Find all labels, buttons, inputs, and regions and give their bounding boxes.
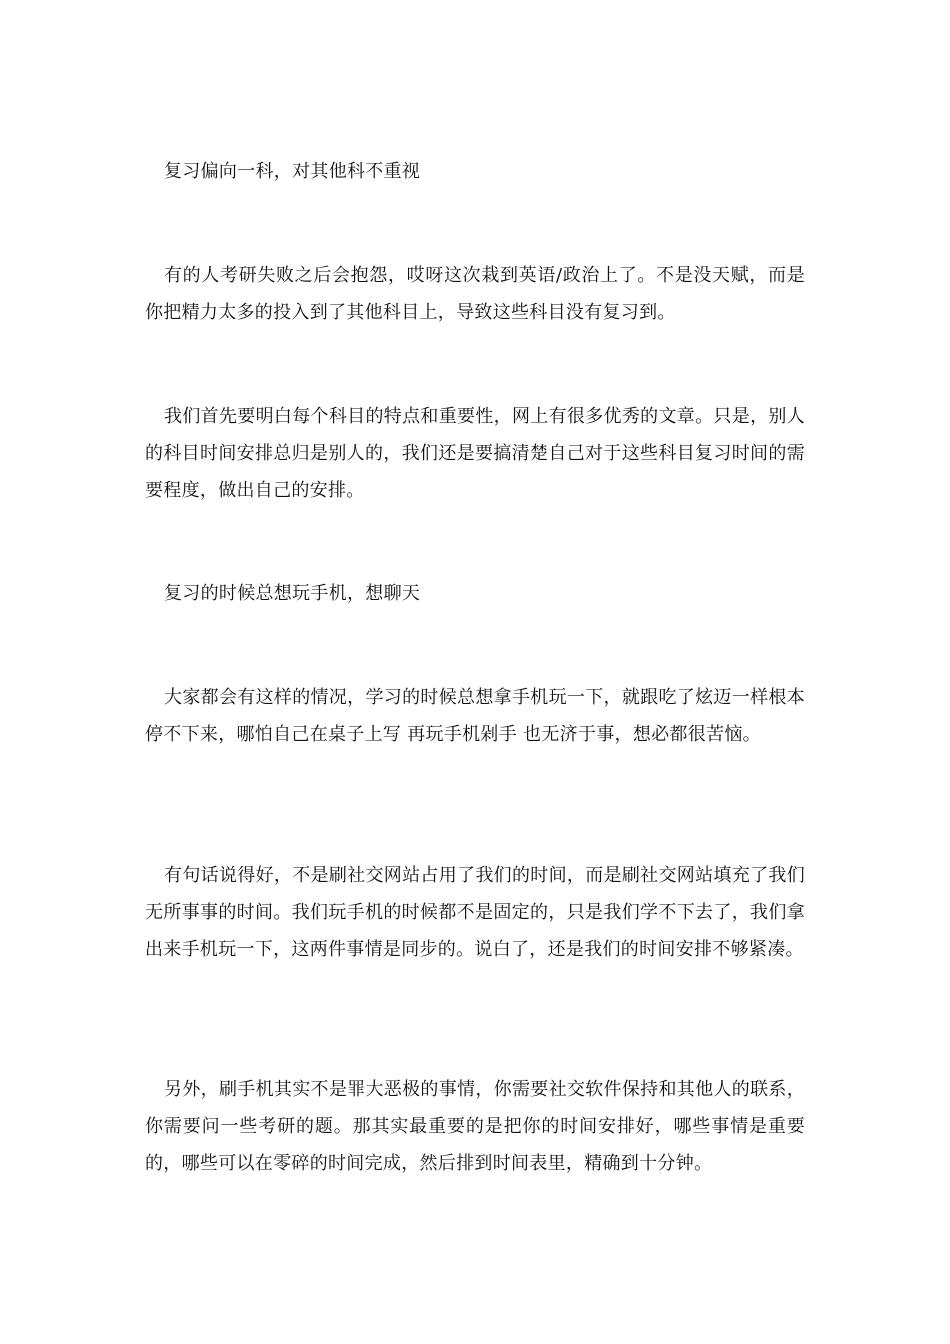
section-heading-phone-distraction: 复习的时候总想玩手机，想聊天 bbox=[164, 583, 421, 604]
paragraph: 另外，刷手机其实不是罪大恶极的事情，你需要社交软件保持和其他人的联系，你需要问一些考研的题。那其实最重要的是把你的时间安排好，哪些事情是重要的，哪些可以在零碎的时间完成，然后排到时间表里，精确到十分钟。 bbox=[145, 1079, 805, 1174]
paragraph: 大家都会有这样的情况，学习的时候总想拿手机玩一下，就跟吃了炫迈一样根本停不下来，哪怕自己在桌子上写 再玩手机剁手 也无济于事，想必都很苦恼。 bbox=[145, 687, 805, 745]
section-heading-uneven-review: 复习偏向一科，对其他科不重视 bbox=[164, 161, 421, 182]
paragraph: 我们首先要明白每个科目的特点和重要性，网上有很多优秀的文章。只是，别人的科目时间安排总归是别人的，我们还是要搞清楚自己对于这些科目复习时间的需要程度，做出自己的安排。 bbox=[145, 406, 805, 501]
paragraph: 有的人考研失败之后会抱怨，哎呀这次栽到英语/政治上了。不是没天赋，而是你把精力太多的投入到了其他科目上，导致这些科目没有复习到。 bbox=[145, 265, 805, 323]
paragraph: 有句话说得好，不是刷社交网站占用了我们的时间，而是刷社交网站填充了我们无所事事的时间。我们玩手机的时候都不是固定的，只是我们学不下去了，我们拿出来手机玩一下，这两件事情是同步的。说白了，还是我们的时间安排不够紧凑。 bbox=[145, 865, 805, 960]
